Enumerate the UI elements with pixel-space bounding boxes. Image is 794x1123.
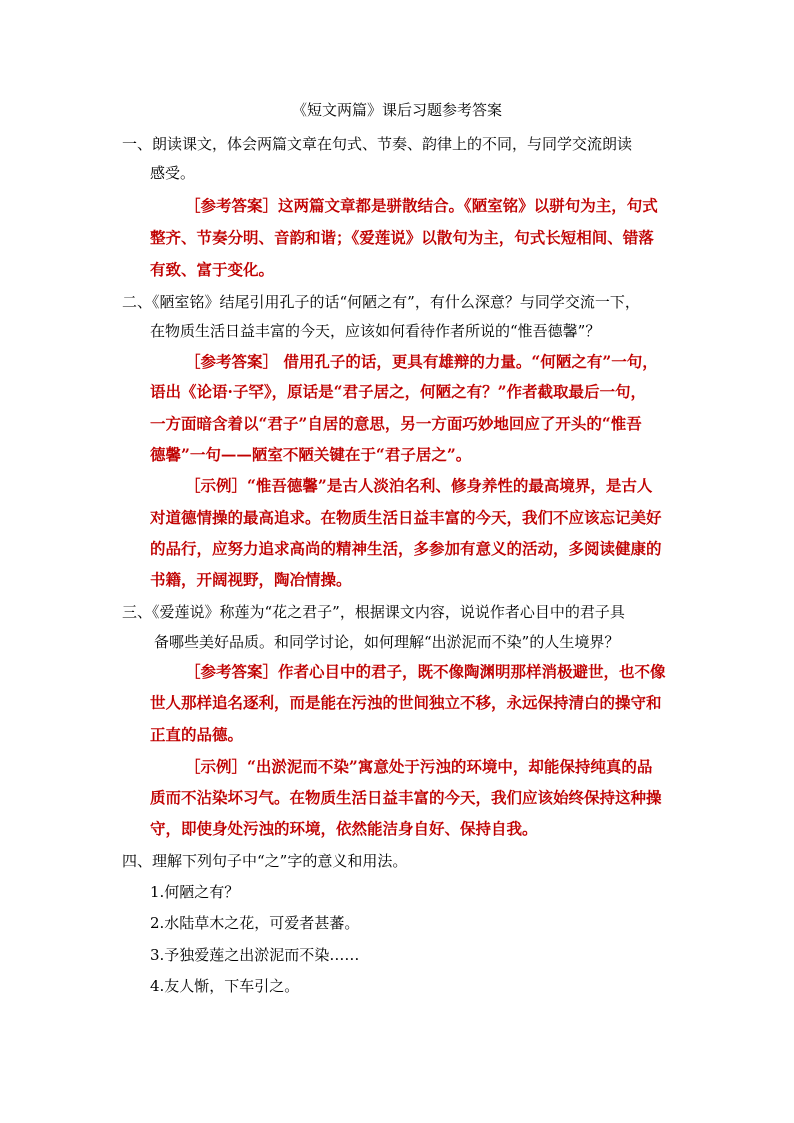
q3-answer-line-3: 正直的品德。 [150, 725, 244, 744]
q2-answer-line-2: 语出《论语·子罕》，原话是“君子居之，何陋之有？”作者截取最后一句， [150, 382, 646, 401]
q4-item-1: 1.何陋之有？ [150, 883, 240, 901]
q4-item-4: 4.友人惭，下车引之。 [150, 977, 300, 995]
q2-example-line-3: 的品行，应努力追求高尚的精神生活，多参加有意义的活动，多阅读健康的 [150, 539, 662, 558]
q2-line-2: 在物质生活日益丰富的今天，应该如何看待作者所说的“惟吾德馨”？ [150, 322, 601, 340]
q1-line-1: 一、朗读课文，体会两篇文章在句式、节奏、韵律上的不同，与同学交流朗读 [122, 135, 633, 153]
q3-line-1: 三、《爱莲说》称莲为“花之君子”，根据课文内容，说说作者心目中的君子具 [122, 603, 625, 621]
q4-item-3: 3.予独爱莲之出淤泥而不染…… [150, 946, 360, 964]
q3-line-2: 备哪些美好品质。和同学讨论，如何理解“出淤泥而不染”的人生境界？ [154, 633, 620, 651]
q3-example-line-2: 质而不沾染坏习气。在物质生活日益丰富的今天，我们应该始终保持这种操 [150, 788, 662, 807]
q2-example-line-4: 书籍，开阔视野，陶冶情操。 [150, 570, 352, 589]
q2-example-line-2: 对道德情操的最高追求。在物质生活日益丰富的今天，我们不应该忘记美好 [150, 508, 662, 527]
q2-line-1: 二、《陋室铭》结尾引用孔子的话“何陋之有”，有什么深意？与同学交流一下， [122, 293, 640, 311]
q4-item-2: 2.水陆草木之花，可爱者甚蕃。 [150, 914, 360, 932]
q4-line-1: 四、理解下列句子中“之”字的意义和用法。 [122, 852, 408, 870]
q2-example-line-1: ［示例］“惟吾德馨”是古人淡泊名利、修身养性的最高境界，是古人 [185, 476, 653, 495]
q3-answer-line-2: 世人那样追名逐利，而是能在污浊的世间独立不移，永远保持清白的操守和 [150, 693, 662, 712]
q1-answer-line-2: 整齐、节奏分明、音韵和谐；《爱莲说》以散句为主，句式长短相间、错落 [150, 228, 654, 247]
q2-answer-line-3: 一方面暗含着以“君子”自居的意思，另一方面巧妙地回应了开头的“惟吾 [150, 414, 642, 433]
q3-answer-line-1: ［参考答案］作者心目中的君子，既不像陶渊明那样消极避世，也不像 [185, 662, 666, 681]
q2-answer-line-1: ［参考答案］ 借用孔子的话，更具有雄辩的力量。“何陋之有”一句， [185, 352, 658, 371]
q3-example-line-3: 守，即使身处污浊的环境，依然能洁身自好、保持自我。 [150, 819, 538, 838]
q3-example-line-1: ［示例］“出淤泥而不染”寓意处于污浊的环境中，却能保持纯真的品 [185, 757, 653, 776]
q1-answer-line-3: 有致、富于变化。 [150, 260, 275, 279]
document-title: 《短文两篇》课后习题参考答案 [291, 101, 502, 119]
q1-line-2: 感受。 [150, 164, 196, 182]
q2-answer-line-4: 德馨”一句——陋室不陋关键在于“君子居之”。 [150, 445, 472, 464]
q1-answer-line-1: ［参考答案］这两篇文章都是骈散结合。《陋室铭》以骈句为主，句式 [185, 196, 658, 215]
